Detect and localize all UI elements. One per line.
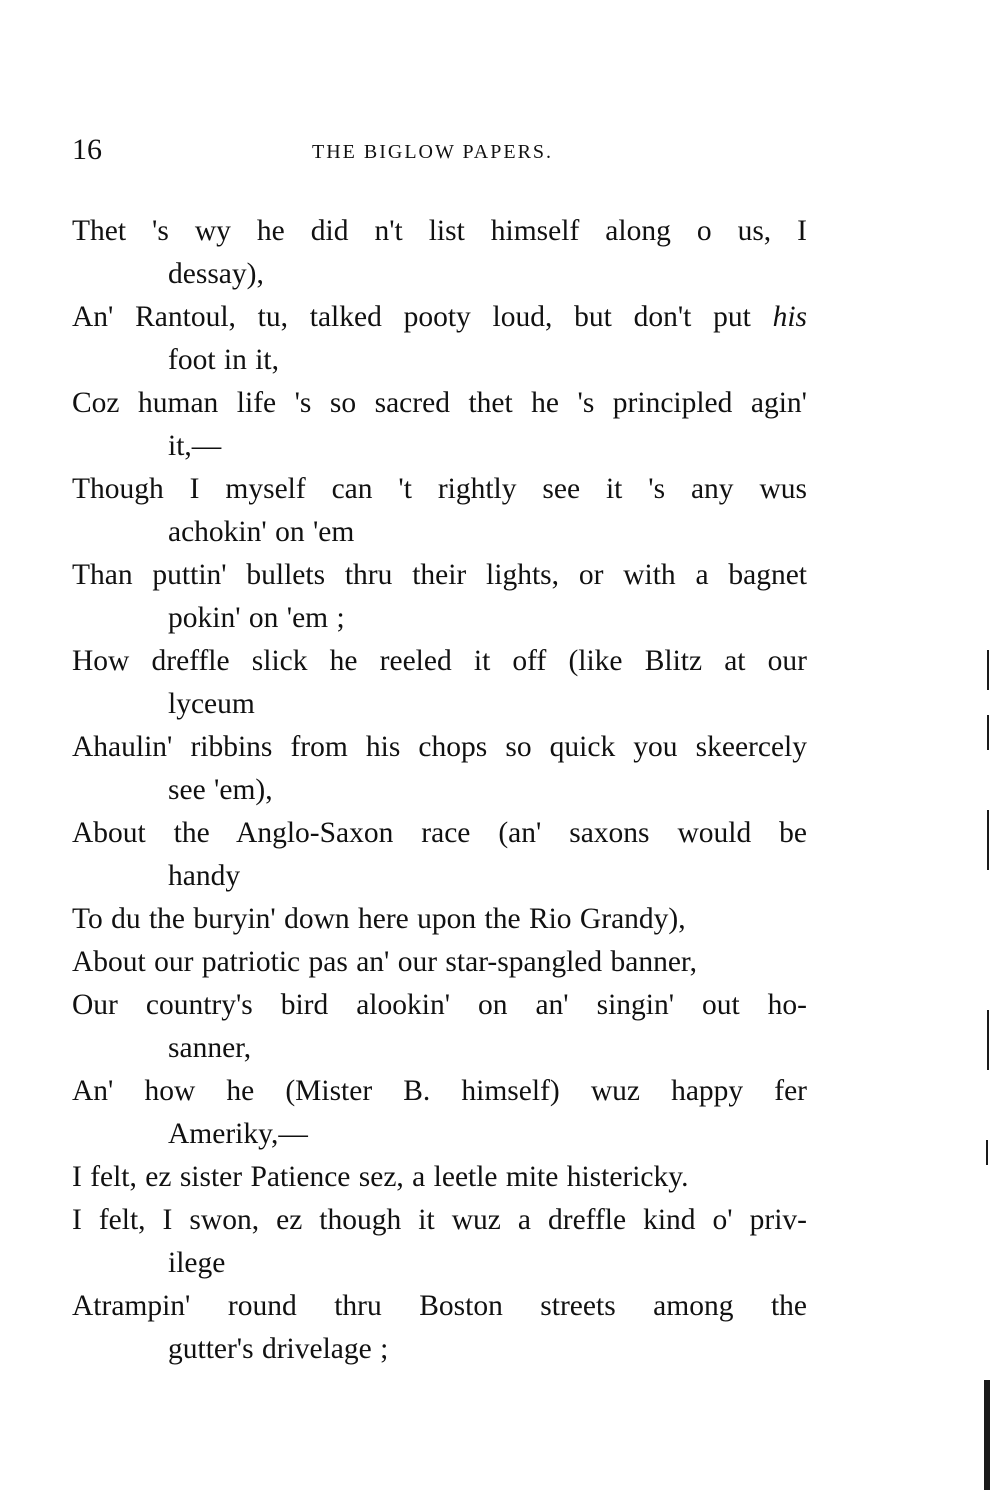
verse-line-continuation: ilege [168, 1247, 226, 1279]
verse-line-first: How dreffle slick he reeled it off (like Blitz at our [72, 645, 807, 677]
verse-line-continuation: achokin' on 'em [168, 516, 355, 548]
verse-line [72, 382, 807, 468]
verse-line-first: Our country's bird alookin' on an' singin' out ho- [72, 989, 807, 1021]
verse-line [72, 640, 807, 726]
scan-edge-mark [987, 715, 989, 750]
verse-line [72, 210, 807, 296]
poem-text [72, 210, 807, 1371]
verse-line-first: About the Anglo-Saxon race (an' saxons would be [72, 817, 807, 849]
running-head: THE BIGLOW PAPERS. [312, 141, 554, 163]
scan-edge-mark [987, 1010, 989, 1070]
verse-line [72, 554, 807, 640]
verse-line-continuation: lyceum [168, 688, 255, 720]
verse-line [72, 941, 807, 984]
verse-line [72, 1070, 807, 1156]
verse-line [72, 726, 807, 812]
scan-edge-mark [984, 1380, 990, 1490]
verse-line [72, 1199, 807, 1285]
verse-text: An' Rantoul, tu, talked pooty loud, but don't put [72, 301, 773, 333]
verse-line-continuation: gutter's drivelage ; [168, 1333, 389, 1365]
verse-line-first: I felt, ez sister Patience sez, a leetle mite histericky. [72, 1161, 689, 1193]
verse-line-continuation: foot in it, [168, 344, 279, 376]
verse-line-first: Though I myself can 't rightly see it 's any wus [72, 473, 807, 505]
verse-line [72, 812, 807, 898]
verse-line-first: About our patriotic pas an' our star-spangled banner, [72, 946, 697, 978]
verse-line-first: Thet 's wy he did n't list himself along o us, I [72, 215, 807, 247]
verse-line [72, 1156, 807, 1199]
verse-line [72, 984, 807, 1070]
verse-line-first: Than puttin' bullets thru their lights, or with a bagnet [72, 559, 807, 591]
page-header [72, 130, 812, 170]
verse-line-first: I felt, I swon, ez though it wuz a dreffle kind o' priv- [72, 1204, 807, 1236]
verse-line-continuation: handy [168, 860, 241, 892]
scan-edge-mark [986, 1140, 988, 1165]
verse-line-continuation: sanner, [168, 1032, 252, 1064]
italic-word: his [772, 301, 807, 333]
verse-line-continuation: see 'em), [168, 774, 273, 806]
verse-line [72, 468, 807, 554]
scan-edge-mark [987, 650, 989, 690]
verse-line-first [72, 296, 807, 339]
verse-line-continuation: dessay), [168, 258, 264, 290]
verse-line-continuation: Ameriky,— [168, 1118, 308, 1150]
scan-edge-mark [987, 810, 989, 870]
verse-line-first: Ahaulin' ribbins from his chops so quick you skeercely [72, 731, 807, 763]
verse-line-continuation: pokin' on 'em ; [168, 602, 345, 634]
verse-line-continuation: it,— [168, 430, 222, 462]
verse-line-first: Coz human life 's so sacred thet he 's principled agin' [72, 387, 807, 419]
page-number: 16 [72, 133, 102, 166]
verse-line-first: An' how he (Mister B. himself) wuz happy fer [72, 1075, 807, 1107]
verse-line [72, 296, 807, 382]
verse-line-first: To du the buryin' down here upon the Rio Grandy), [72, 903, 686, 935]
verse-line [72, 898, 807, 941]
verse-line-first: Atrampin' round thru Boston streets among the [72, 1290, 807, 1322]
verse-line [72, 1285, 807, 1371]
